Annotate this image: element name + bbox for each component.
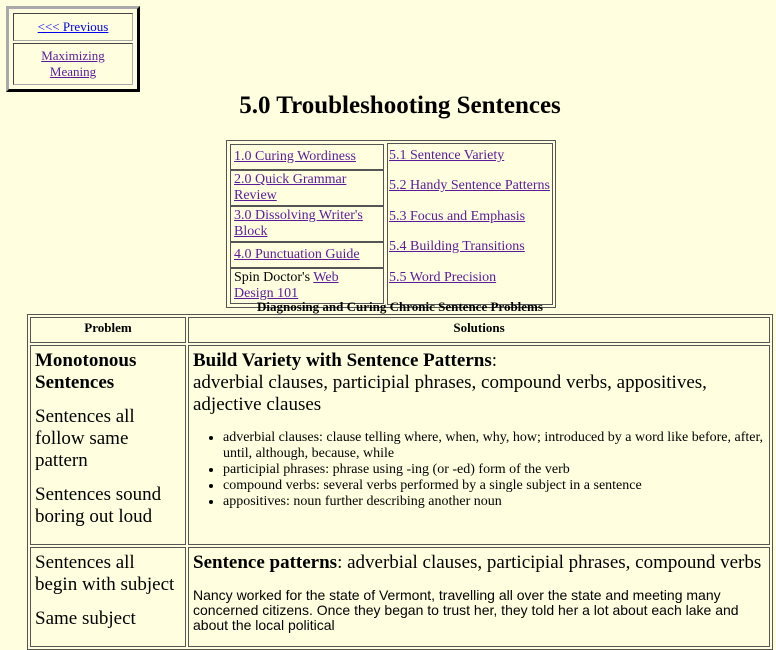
topic-link-grammar-review[interactable]: 2.0 Quick Grammar Review	[234, 172, 347, 203]
previous-link[interactable]: <<< Previous	[37, 19, 109, 34]
problem-symptom: Sentences all follow same pattern	[35, 406, 135, 471]
nav-box	[6, 6, 140, 92]
solution-colon: :	[491, 350, 497, 371]
list-item: • participial phrases: phrase using -ing (or -ed) form of the verb	[223, 462, 765, 478]
solution-title: Build Variety with Sentence Patterns	[193, 350, 492, 371]
solution-text: adverbial clauses, participial phrases, compound verbs, appositives, adjective clauses	[193, 372, 707, 415]
topics-left-column	[229, 143, 385, 305]
topic-link-curing-wordiness[interactable]: 1.0 Curing Wordiness	[234, 149, 356, 164]
problem-cell	[30, 345, 186, 545]
topic-cell	[230, 144, 384, 170]
topic-cell	[230, 206, 384, 242]
page-title: 5.0 Troubleshooting Sentences	[239, 92, 561, 119]
solution-title: Sentence patterns	[193, 552, 338, 573]
topic-link-writers-block[interactable]: 3.0 Dissolving Writer's Block	[234, 208, 363, 239]
topic-link-sentence-patterns[interactable]: 5.2 Handy Sentence Patterns	[389, 178, 550, 194]
problem-symptom: Sentences all begin with subject	[35, 552, 175, 595]
problem-symptom: Sentences sound boring out loud	[35, 484, 162, 527]
topic-cell	[230, 242, 384, 268]
topic-link-punctuation-guide[interactable]: 4.0 Punctuation Guide	[234, 247, 360, 262]
nav-current-cell	[13, 43, 133, 85]
solution-cell	[188, 345, 770, 545]
table-caption: Diagnosing and Curing Chronic Sentence Problems	[257, 299, 543, 314]
example-paragraph: Nancy worked for the state of Vermont, travelling all over the state and meeting many concerned citizens. Once they began to trust her, they told her a lot about each lake and about the local political	[193, 587, 739, 633]
list-item: • appositives: noun further describing another noun	[223, 494, 765, 510]
web-design-link[interactable]: Web Design 101	[234, 270, 339, 301]
solution-bullets	[193, 430, 765, 510]
nav-previous-cell	[13, 13, 133, 41]
problem-cell	[30, 547, 186, 647]
problem-title: Monotonous Sentences	[35, 350, 137, 393]
topics-table	[226, 140, 556, 308]
solution-cell	[188, 547, 770, 647]
maximizing-meaning-link[interactable]: Maximizing Meaning	[41, 48, 105, 79]
header-problem: Problem	[30, 317, 186, 343]
topic-link-word-precision[interactable]: 5.5 Word Precision	[389, 269, 497, 285]
topic-link-focus-emphasis[interactable]: 5.3 Focus and Emphasis	[389, 208, 526, 224]
solution-text: : adverbial clauses, participial phrases, compound verbs	[337, 552, 762, 573]
topic-cell	[230, 170, 384, 206]
list-item: • compound verbs: several verbs performed by a single subject in a sentence	[223, 478, 765, 494]
topic-link-transitions[interactable]: 5.4 Building Transitions	[389, 239, 525, 255]
table-row	[30, 345, 770, 545]
table-row	[30, 547, 770, 647]
problem-symptom: Same subject	[35, 608, 136, 629]
spin-doctor-text: Spin Doctor's	[234, 270, 314, 285]
topics-right-column	[387, 143, 553, 305]
header-solutions: Solutions	[188, 317, 770, 343]
topic-link-sentence-variety[interactable]: 5.1 Sentence Variety	[389, 148, 505, 163]
list-item: • adverbial clauses: clause telling where, when, why, how; introduced by a word like before, after, until, although, because, while	[223, 430, 765, 462]
